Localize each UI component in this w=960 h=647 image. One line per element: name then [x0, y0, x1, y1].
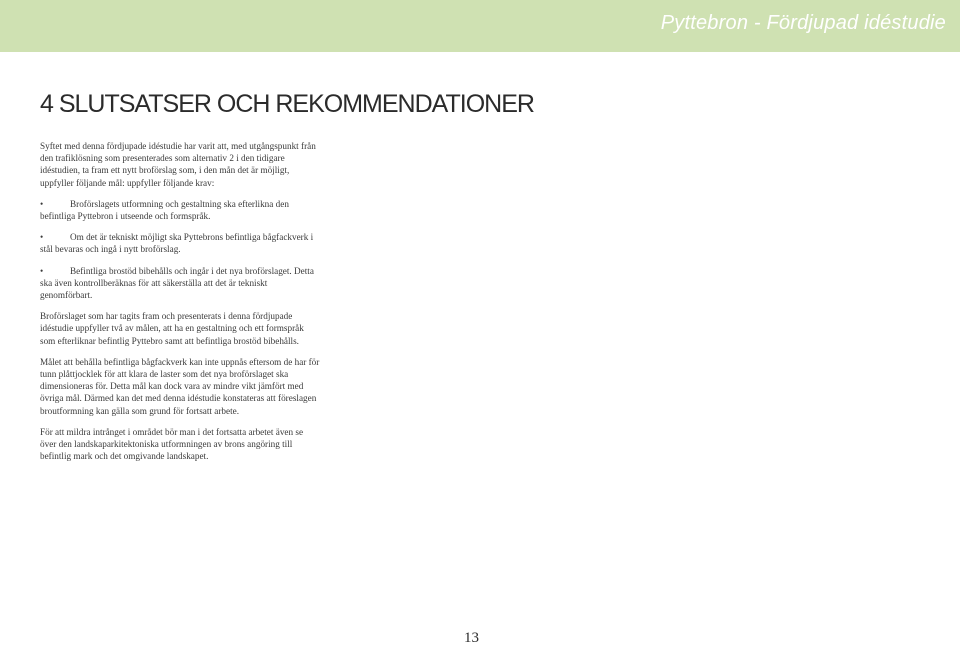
body-text	[40, 140, 320, 471]
bullet-icon: •	[40, 232, 44, 243]
page-number: 13	[464, 630, 479, 646]
bullet-text: Om det är tekniskt möjligt ska Pyttebrons befintliga bågfackverk i stål bevaras och ingå i nytt broförslag.	[40, 232, 314, 255]
document-title: Pyttebron - Fördjupad idéstudie	[660, 12, 946, 34]
bullet-text: Broförslagets utformning och gestaltning ska efterlikna den befintliga Pyttebron i utseende och formspråk.	[40, 198, 289, 222]
paragraph: Målet att behålla befintliga bågfackverk kan inte uppnås eftersom de har för tunn plåttjocklek för att klara de laster som det nya broförslaget ska dimensioneras för. Detta mål kan dock vara av mindre vikt jämfört med övriga mål. Därmed kan det med denna idéstudie konstateras att föreslagen broutformning kan gälla som grund för fortsatt arbete.	[40, 356, 320, 416]
bullet-item	[40, 265, 320, 302]
bullet-text: Befintliga brostöd bibehålls och ingår i det nya broförslaget. Detta ska även kontrollberäknas för att säkerställa att det är tekniskt genomförbart.	[40, 265, 314, 301]
bullet-item	[40, 198, 320, 222]
header-band	[0, 0, 960, 52]
paragraph: För att mildra intrånget i området bör man i det fortsatta arbetet även se över den landskaparkitektoniska utformningen av brons angöring till befintlig mark och det omgivande landskapet.	[40, 426, 304, 462]
intro-paragraph: Syftet med denna fördjupade idéstudie har varit att, med utgångspunkt från den trafiklösning som presenterades som alternativ 2 i den tidigare idéstudien, ta fram ett nytt broförslag som, i den mån det är möjligt, uppfyller följande mål: uppfyller följande krav:	[40, 141, 316, 188]
bullet-item	[40, 231, 320, 255]
paragraph: Broförslaget som har tagits fram och presenterats i denna fördjupade idéstudie uppfyller två av målen, att ha en gestaltning och ett formspråk som efterliknar befintlig Pyttebro samt att befintliga brostöd bibehålls.	[40, 311, 304, 346]
bullet-icon: •	[40, 198, 44, 209]
section-heading: 4 SLUTSATSER OCH REKOMMENDATIONER	[40, 90, 534, 118]
bullet-icon: •	[40, 265, 44, 276]
